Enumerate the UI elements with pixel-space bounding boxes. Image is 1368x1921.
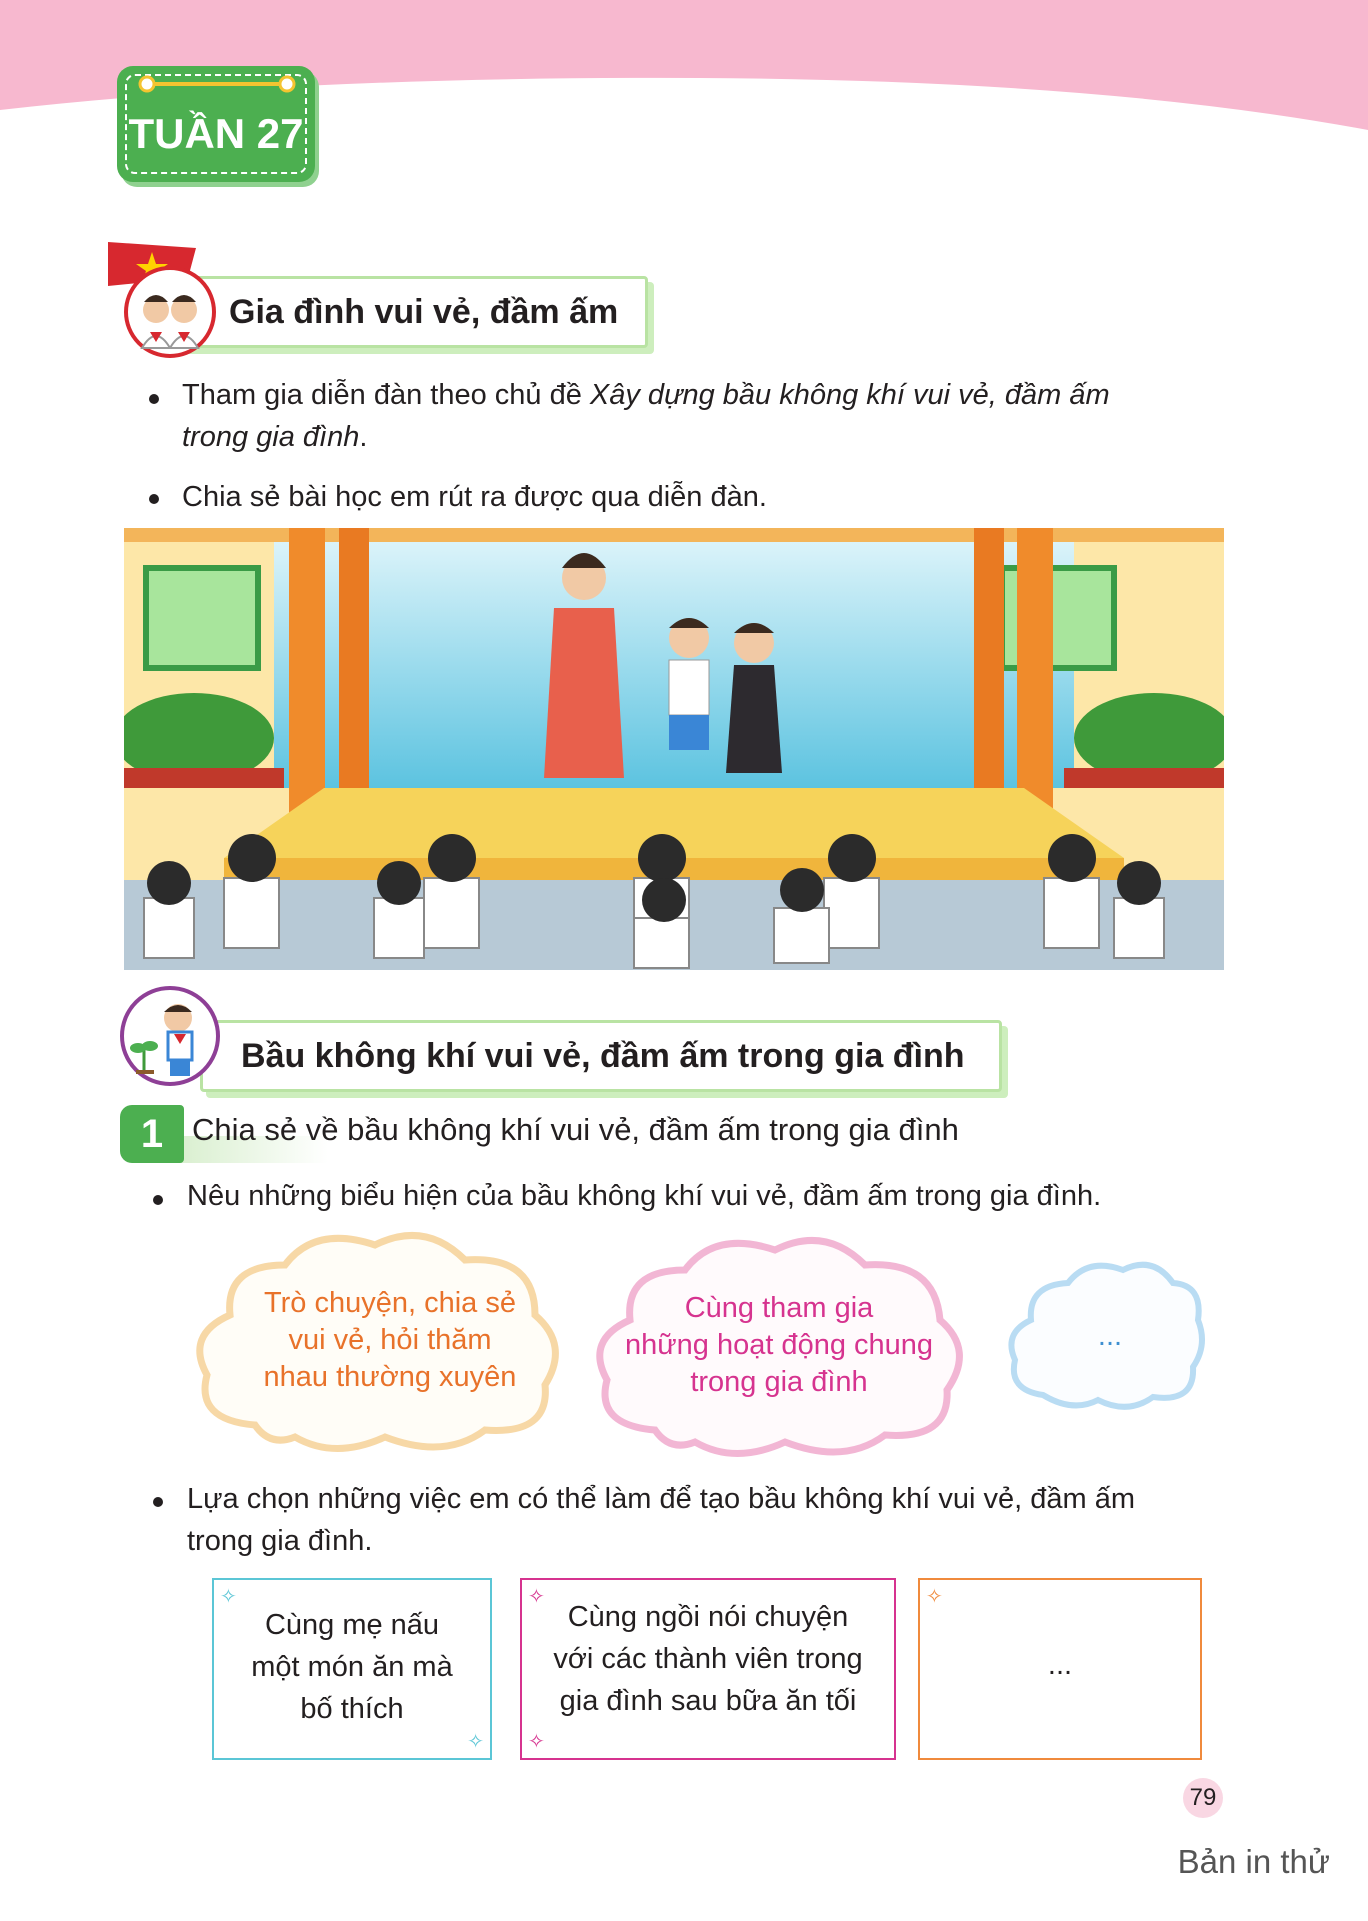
card-line: bố thích	[300, 1693, 404, 1725]
activity-number-badge: 1	[120, 1105, 184, 1163]
bullet-dot	[149, 394, 159, 404]
activity-bullet-2	[187, 1478, 1227, 1562]
card-line: với các thành viên trong	[553, 1643, 863, 1675]
section2-title: Bầu không khí vui vẻ, đầm ấm trong gia đình	[241, 1037, 965, 1075]
section1-title-box	[178, 276, 648, 348]
young-pioneers-flag-icon	[104, 238, 224, 358]
stage-forum-illustration	[124, 528, 1224, 970]
cloud-line: Trò chuyện, chia sẻ	[264, 1287, 516, 1319]
card-line: Cùng mẹ nấu	[264, 1609, 440, 1641]
draft-label: Bản in thử	[1177, 1843, 1330, 1880]
sparkle-icon: ✧	[220, 1586, 237, 1608]
bullet-line: Lựa chọn những việc em có thể làm để tạo bầu không khí vui vẻ, đầm ấm	[187, 1483, 1136, 1515]
activity-bullet-1: Nêu những biểu hiện của bầu không khí vui vẻ, đầm ấm trong gia đình.	[187, 1180, 1102, 1212]
card-text	[522, 1596, 894, 1722]
sparkle-icon: ✧	[528, 1731, 545, 1753]
sparkle-icon: ✧	[467, 1731, 484, 1753]
section2-title-box	[200, 1020, 1002, 1092]
cloud-line: những hoạt động chung	[624, 1329, 934, 1361]
cloud-line: trong gia đình	[690, 1366, 868, 1398]
week-label: TUẦN 27	[128, 110, 304, 157]
section1-bullet-1	[182, 374, 1227, 458]
section1-title: Gia đình vui vẻ, đầm ấm	[229, 293, 619, 331]
section1-bullet-2: Chia sẻ bài học em rút ra được qua diễn đàn.	[182, 481, 767, 513]
bullet-dot	[153, 1195, 163, 1205]
choice-card-1	[212, 1578, 492, 1760]
card-text	[214, 1604, 490, 1730]
week-badge	[117, 66, 315, 182]
cloud-line: Cùng tham gia	[684, 1292, 874, 1324]
card-line: gia đình sau bữa ăn tối	[559, 1685, 857, 1717]
cloud-line: vui vẻ, hỏi thăm	[288, 1324, 492, 1356]
cloud-text-1	[220, 1285, 560, 1396]
cloud-line: nhau thường xuyên	[263, 1361, 517, 1393]
cloud-text-3: ...	[1097, 1320, 1123, 1352]
bullet-italic-topic-2: trong gia đình	[182, 421, 360, 453]
choice-card-2	[520, 1578, 896, 1760]
card-text: ...	[1047, 1649, 1073, 1681]
card-line: một món ăn mà	[251, 1651, 453, 1683]
badge-hanger-icon	[137, 72, 297, 96]
bullet-dot	[153, 1497, 163, 1507]
page-number: 79	[1183, 1778, 1223, 1818]
choice-card-3	[918, 1578, 1202, 1760]
boy-planting-tree-icon	[118, 984, 222, 1088]
sparkle-icon: ✧	[528, 1586, 545, 1608]
card-line: Cùng ngồi nói chuyện	[567, 1601, 849, 1633]
bullet-plain-text: Tham gia diễn đàn theo chủ đề	[182, 379, 590, 411]
activity-title: Chia sẻ về bầu không khí vui vẻ, đầm ấm trong gia đình	[192, 1112, 959, 1147]
bullet-end: .	[359, 421, 368, 453]
bullet-line: trong gia đình.	[187, 1525, 373, 1557]
bullet-italic-topic: Xây dựng bầu không khí vui vẻ, đầm ấm	[589, 379, 1110, 411]
bullet-dot	[149, 494, 159, 504]
cloud-text-2	[600, 1290, 958, 1401]
sparkle-icon: ✧	[926, 1586, 943, 1608]
